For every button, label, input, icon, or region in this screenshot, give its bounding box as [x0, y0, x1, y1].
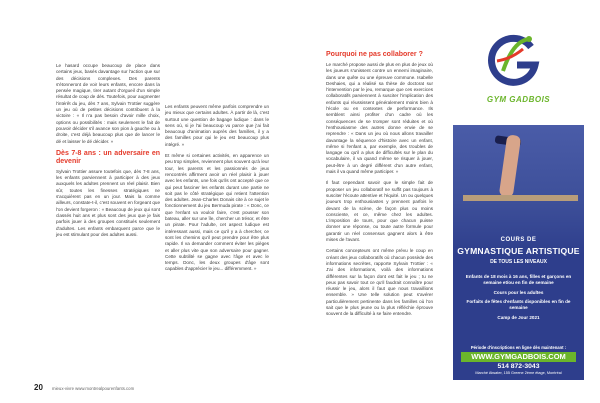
gymnast-photo: [453, 125, 584, 255]
list-item: Camp de Jour 2021: [497, 314, 540, 320]
website-link[interactable]: WWW.GYMGADBOIS.COM: [461, 352, 576, 362]
phone-number[interactable]: 514 872-3043: [497, 363, 540, 370]
course-title: GYMNASTIQUE ARTISTIQUE: [457, 246, 580, 256]
list-item: Forfaits de fêtes d'enfants disponibles en fin de semaine: [466, 299, 571, 311]
address: Marché Atwater, 155 Greene 2ème étage, Montréal: [475, 371, 562, 375]
ad-logo-area: [453, 25, 584, 125]
course-label: COURS DE: [500, 237, 537, 243]
advertisement[interactable]: [453, 25, 584, 380]
section-heading: Pourquoi ne pas collaborer ?: [326, 51, 423, 58]
paragraph: Sylvain Trottier assure toutefois que, dès 7-8 ans, les enfants parviennent à participer à des jeux auxquels les adultes prennent un réel plaisir. Bien sûr, toutes les finesses stratégiques ne s'acquièrent pas en un jour. Mais la comme ailleurs, constate-t-il, c'est souvent en forgeant que l'on devient forgeron : « Beaucoup de jeux qui sont classés huit ans et plus sont des jeux que je fais parfois jouer à des groupes constitués seulement d'adultes. Les enfants embarquent parce que le jeu est stimulant pour des adultes aussi.: [56, 168, 160, 237]
column-middle: [165, 104, 269, 278]
paragraph: Les enfants peuvent même parfois comprendre un jeu mieux que certains adultes. À partir de là, c'est surtout une question de bagage ludique : dans le sens où, si je l'ai beaucoup vu parce que j'ai fait beaucoup d'animation auprès des familles, il y a des familles pour qui le jeu est beaucoup plus intégré. »: [165, 104, 269, 147]
paragraph: Le hasard occupe beaucoup de place dans certains jeux, basés davantage sur l'action que sur des décisions complexes. Des parents s'étonneront de voir leurs enfants, encore dans la pensée magique, tirer autant d'orgueil d'un simple résultat de coup de dés. Toutefois, pour augmenter l'intérêt du jeu, dès 7 ans, Sylvain Trottier suggère un jeu où de petites décisions contribuent à la victoire : « Il n'a pas besoin d'avoir mille choix, options ou possibilités : mais seulement le fait de pouvoir décider s'il avance son pion à gauche ou à droite, c'est déjà beaucoup plus que de lancer le dé et laisser le dé décider. »: [56, 63, 160, 144]
paragraph: Certains concepteurs ont même prévu le coup en créant des jeux collaboratifs où chacun possède des informations secrètes, rapporte Sylvain Trottier : « J'ai des informations, voilà des informations différentes sur la façon dont est fait le jeu ; tu ne peux pas savoir tout ce qu'il faudrait connaître pour réussir le jeu, alors il faut que nous travaillions ensemble. » Une telle solution peut s'avérer particulièrement pertinente dans les familles où l'on sait que le plus jeune ou la plus réfléchie éprouve souvent de la difficulté à se faire entendre.: [326, 248, 433, 317]
balance-beam: [463, 195, 578, 201]
paragraph: Et même si certaines activités, en apparence un peu trop simples, reviennent plus souvent qu'à leur tour, les parents et les passionnés de jeux rencontrés affirment avoir un réel plaisir à jouer avec les enfants, une fois qu'ils ont accepté que ce qui peut fasciner les enfants durant une partie ne soit pas le côté stratégique qui retient l'attention des adultes. Jean-Charles Donais cite à ce sujet le fonctionnement du jeu Bermuda pirate : « Donc, ce que l'enfant va vouloir faire, c'est pousser son bateau, aller sur une île, chercher un trésor, et être un pirate. Pour l'adulte, cet aspect ludique est intéressant aussi, mais ce qu'il y a à chercher, ce sont les chemins qu'il peut prendre pour être plus rapide. Il va demander comment éviter les pièges et aller plus vite que son adversaire pour gagner. Cette subtilité se gagne avec l'âge et avec le temps. Donc, les deux groupes d'âge sont capables d'apprécier le jeu... différemment. »: [165, 153, 269, 272]
page-number: 20: [34, 383, 43, 392]
column-left: [56, 63, 160, 243]
brand-name: GYM GADBOIS: [486, 95, 551, 104]
list-item: Cours pour les adultes: [493, 289, 544, 295]
gym-gadbois-logo-icon: [483, 31, 543, 91]
ad-offer-list: [459, 274, 578, 325]
section-heading: Dès 7-8 ans : un adversaire en devenir: [56, 149, 160, 165]
paragraph: Il faut cependant savoir que le simple fait de proposer un jeu collaboratif ne suffit pas toujours à susciter l'écoute attentive et l'équité. Un ou quelques joueurs trop enthousiastes y prennent parfois le devant de la scène, de façon plus ou moins consciente, et ce, même chez les adultes. L'imposition de tours, pour que chacun puisse donner une réponse, ou toute autre formule pour garantir un réel consensus gagnent alors à être mises de l'avant.: [326, 180, 433, 243]
column-right: [326, 51, 433, 323]
paragraph: Le marché propose aussi de plus en plus de jeux où les joueurs s'unissent contre un ennemi imaginaire, dans une quête ou une épreuve commune. Isabelle Deshaies, qui a réalisé sa thèse de doctorat sur l'intervention par le jeu, remarque que ces exercices collaboratifs parviennent à susciter l'implication des enfants qui réussissent généralement moins bien à l'école ou en contextes de performance. Ils semblent ainsi profiter d'un cadre où les conséquences de se tromper sont réduites et où l'enthousiasme des autres donne envie de se reprendre : « Dans un jeu où nous allons travailler davantage la séquence d'histoire avec un enfant, même si l'enfant a, par exemple, des troubles de langage ou qu'il a plus de difficultés sur le plan du vocabulaire, il va quand même se risquer à jouer, peut-être à un degré différent d'un autre enfant, mais il va quand même participer. »: [326, 62, 433, 175]
registration-note: Période d'inscriptions en ligne dès maintenant :: [470, 345, 567, 350]
list-item: Enfants de 18 mois à 16 ans, filles et garçons en semaine et/ou en fin de semaine: [465, 274, 572, 285]
course-levels: DE TOUS LES NIVEAUX: [490, 259, 547, 265]
footer-text: mieux-vivre www.montrealpourenfants.com: [52, 386, 135, 391]
